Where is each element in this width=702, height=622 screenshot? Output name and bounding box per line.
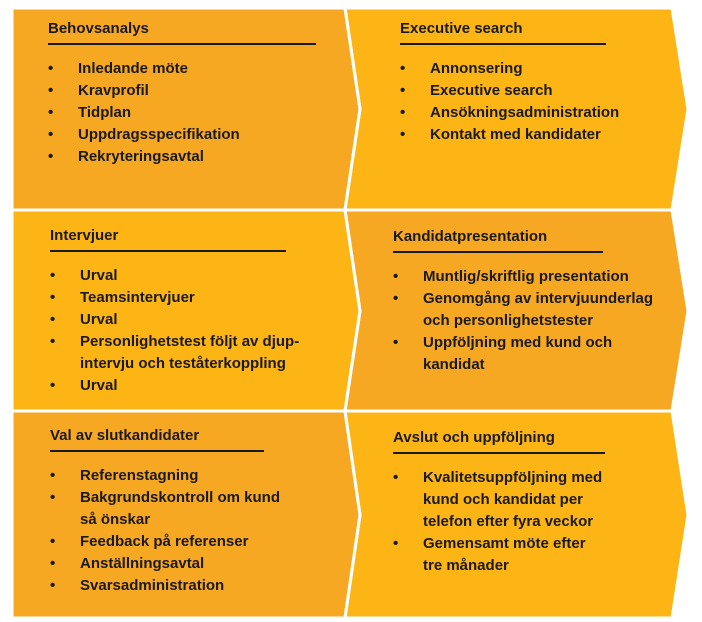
bullet-item: • Muntlig/skriftlig presentation (393, 266, 663, 288)
bullet-item: • Ansökningsadministration (400, 102, 650, 124)
bullet-item: • Gemensamt möte efter tre månader (393, 533, 608, 577)
bullet-item: • Uppföljning med kund och kandidat (393, 332, 663, 376)
panel-content-2 (400, 20, 650, 146)
bullet-item: • Tidplan (48, 102, 303, 124)
bullet-item: • Personlighetstest följt av djup-intervju och teståterkoppling (50, 331, 300, 375)
panel-title: Executive search (400, 20, 606, 45)
bullet-item: • Kravprofil (48, 80, 303, 102)
bullet-item: • Teamsintervjuer (50, 287, 300, 309)
panel-content-3 (50, 227, 300, 397)
panel-title: Kandidatpresentation (393, 228, 603, 253)
panel-title: Behovsanalys (48, 20, 316, 45)
panel-content-1 (48, 20, 303, 168)
bullet-item: • Urval (50, 265, 300, 287)
panel-title: Avslut och uppföljning (393, 429, 605, 454)
panel-content-5 (50, 427, 300, 597)
bullet-item: • Bakgrundskontroll om kund så önskar (50, 487, 300, 531)
panel-bullet-list (48, 58, 303, 168)
bullet-item: • Urval (50, 309, 300, 331)
panel-bullet-list (393, 467, 608, 577)
bullet-item: • Kvalitetsuppföljning med kund och kandidat per telefon efter fyra veckor (393, 467, 608, 533)
panel-bullet-list (400, 58, 650, 146)
bullet-item: • Kontakt med kandidater (400, 124, 650, 146)
bullet-item: • Svarsadministration (50, 575, 300, 597)
panel-content-4 (393, 228, 663, 376)
panel-bullet-list (50, 265, 300, 397)
bullet-item: • Urval (50, 375, 300, 397)
bullet-item: • Inledande möte (48, 58, 303, 80)
bullet-item: • Annonsering (400, 58, 650, 80)
bullet-item: • Genomgång av intervjuunderlag och personlighetstester (393, 288, 663, 332)
panel-bullet-list (393, 266, 663, 376)
bullet-item: • Uppdragsspecifikation (48, 124, 303, 146)
panel-title: Intervjuer (50, 227, 286, 252)
panel-content-6 (393, 429, 608, 577)
bullet-item: • Executive search (400, 80, 650, 102)
bullet-item: • Anställningsavtal (50, 553, 300, 575)
bullet-item: • Rekryteringsavtal (48, 146, 303, 168)
panel-bullet-list (50, 465, 300, 597)
bullet-item: • Feedback på referenser (50, 531, 300, 553)
panel-title: Val av slutkandidater (50, 427, 264, 452)
bullet-item: • Referenstagning (50, 465, 300, 487)
